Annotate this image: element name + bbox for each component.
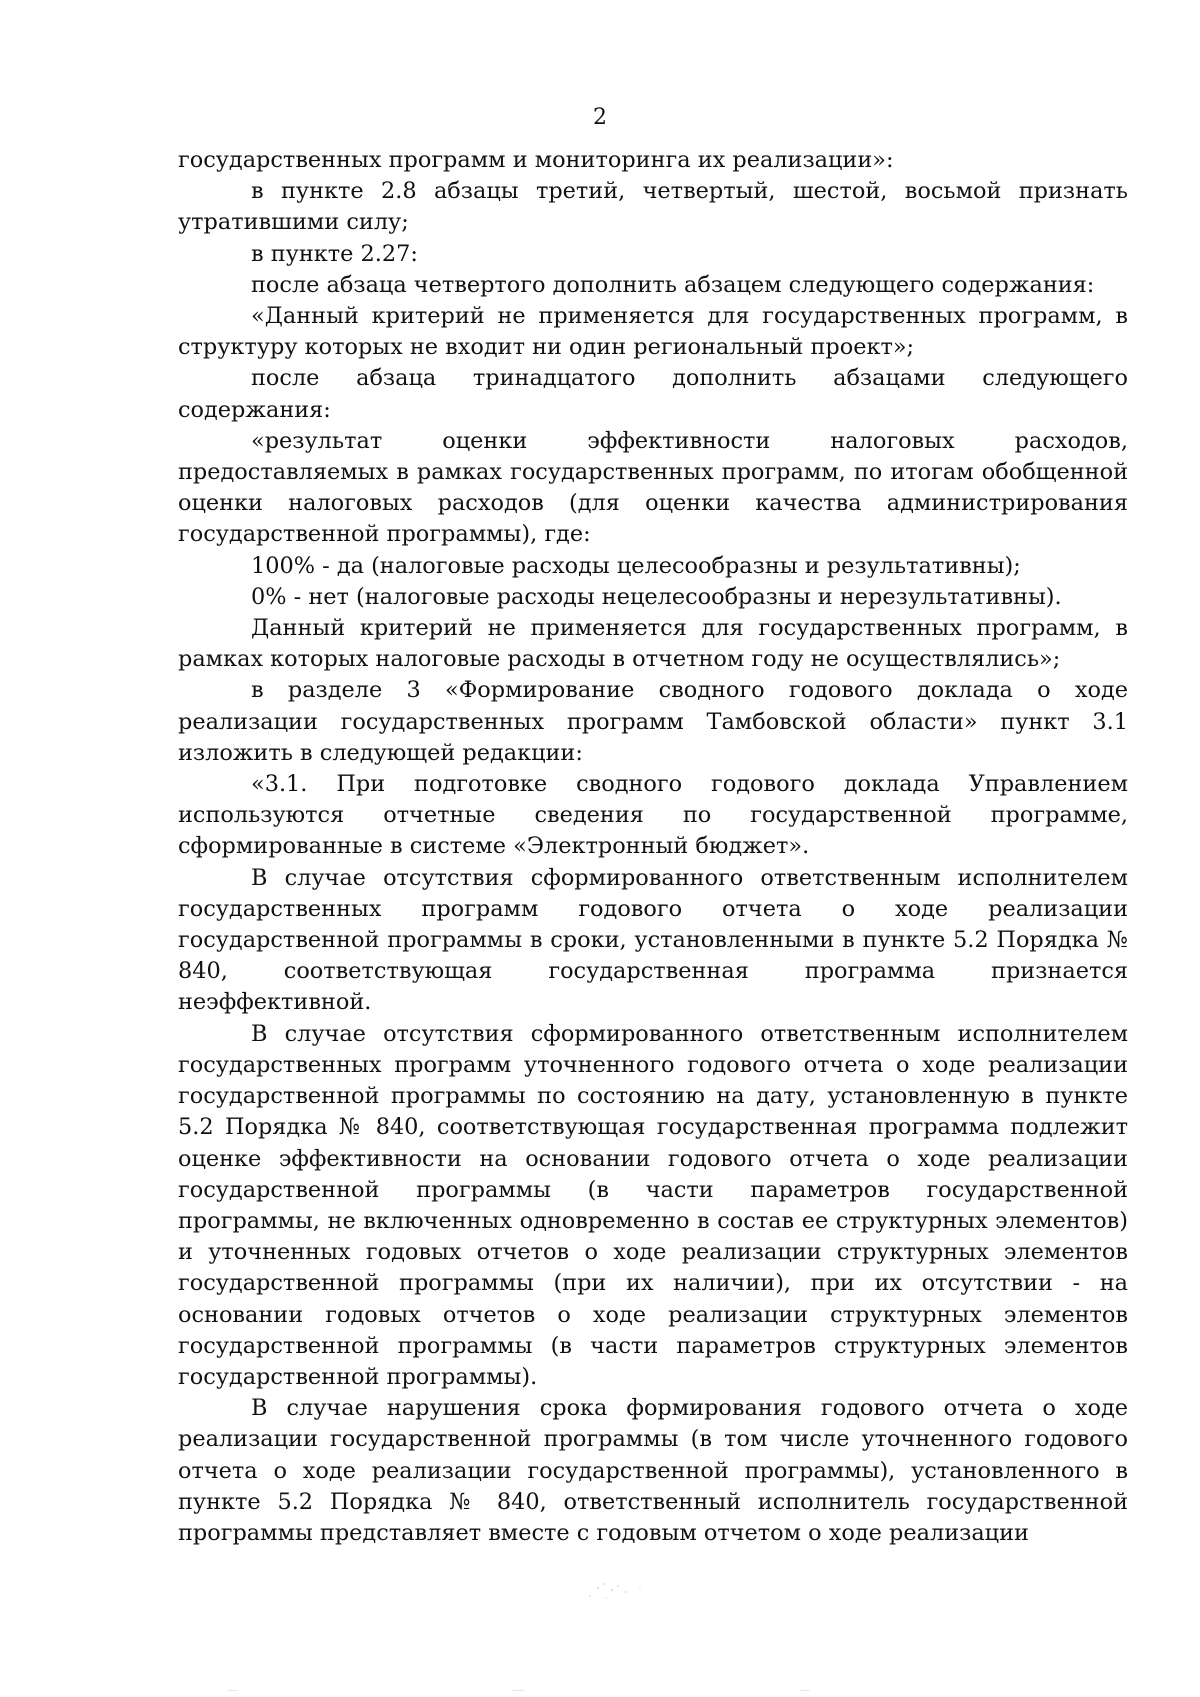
paragraph: в пункте 2.8 абзацы третий, четвертый, шестой, восьмой признать утратившими силу; [178, 178, 1128, 236]
paragraph: «результат оценки эффективности налоговых расходов, предоставляемых в рамках государственных программ, по итогам обобщенной оценки налоговых расходов (для оценки качества администрирования государственной программы), где: [178, 427, 1128, 548]
document-body [178, 145, 1128, 1549]
paragraph: В случае нарушения срока формирования годового отчета о ходе реализации государственной программы (в том числе уточненного годового отчета о ходе реализации государственной программы), установленного в пункте 5.2 Порядка № 840, ответственный исполнитель государственной программы представляет вместе с годовым отчетом о ходе реализации [178, 1395, 1128, 1546]
page-number: 2 [593, 105, 607, 130]
paragraph: после абзаца четвертого дополнить абзацем следующего содержания: [251, 271, 1095, 298]
paragraph: Данный критерий не применяется для государственных программ, в рамках которых налоговые расходы в отчетном году не осуществлялись»; [178, 615, 1128, 673]
paragraph: после абзаца тринадцатого дополнить абзацами следующего содержания: [178, 365, 1128, 423]
paragraph: «3.1. При подготовке сводного годового доклада Управлением используются отчетные сведения по государственной программе, сформированные в системе «Электронный бюджет». [178, 771, 1128, 860]
paragraph: 0% - нет (налоговые расходы нецелесообразны и нерезультативны). [251, 583, 1062, 610]
paragraph: В случае отсутствия сформированного ответственным исполнителем государственных программ уточненного годового отчета о ходе реализации государственной программы по состоянию на дату, установленную в пункте 5.2 Порядка № 840, соответствующая государственная программа подлежит оценке эффективности на основании годового отчета о ходе реализации государственной программы (в части параметров государственной программы, не включенных одновременно в состав ее структурных элементов) и уточненных годовых отчетов о ходе реализации структурных элементов государственной программы (при их наличии), при их отсутствии - на основании годовых отчетов о ходе реализации структурных элементов государственной программы (в части параметров структурных элементов государственной программы). [178, 1020, 1128, 1390]
paragraph: в разделе 3 «Формирование сводного годового доклада о ходе реализации государственных программ Тамбовской области» пункт 3.1 изложить в следующей редакции: [178, 677, 1128, 766]
paragraph: В случае отсутствия сформированного ответственным исполнителем государственных программ годового отчета о ходе реализации государственной программы в сроки, установленными в пункте 5.2 Порядка № 840, соответствующая государственная программа признается неэффективной. [178, 864, 1128, 1016]
paragraph: в пункте 2.27: [251, 240, 418, 267]
paragraph: «Данный критерий не применяется для государственных программ, в структуру которых не входит ни один региональный проект»; [178, 303, 1128, 361]
paragraph: 100% - да (налоговые расходы целесообразны и результативны); [251, 552, 1021, 579]
paragraph: государственных программ и мониторинга их реализации»: [178, 147, 894, 173]
